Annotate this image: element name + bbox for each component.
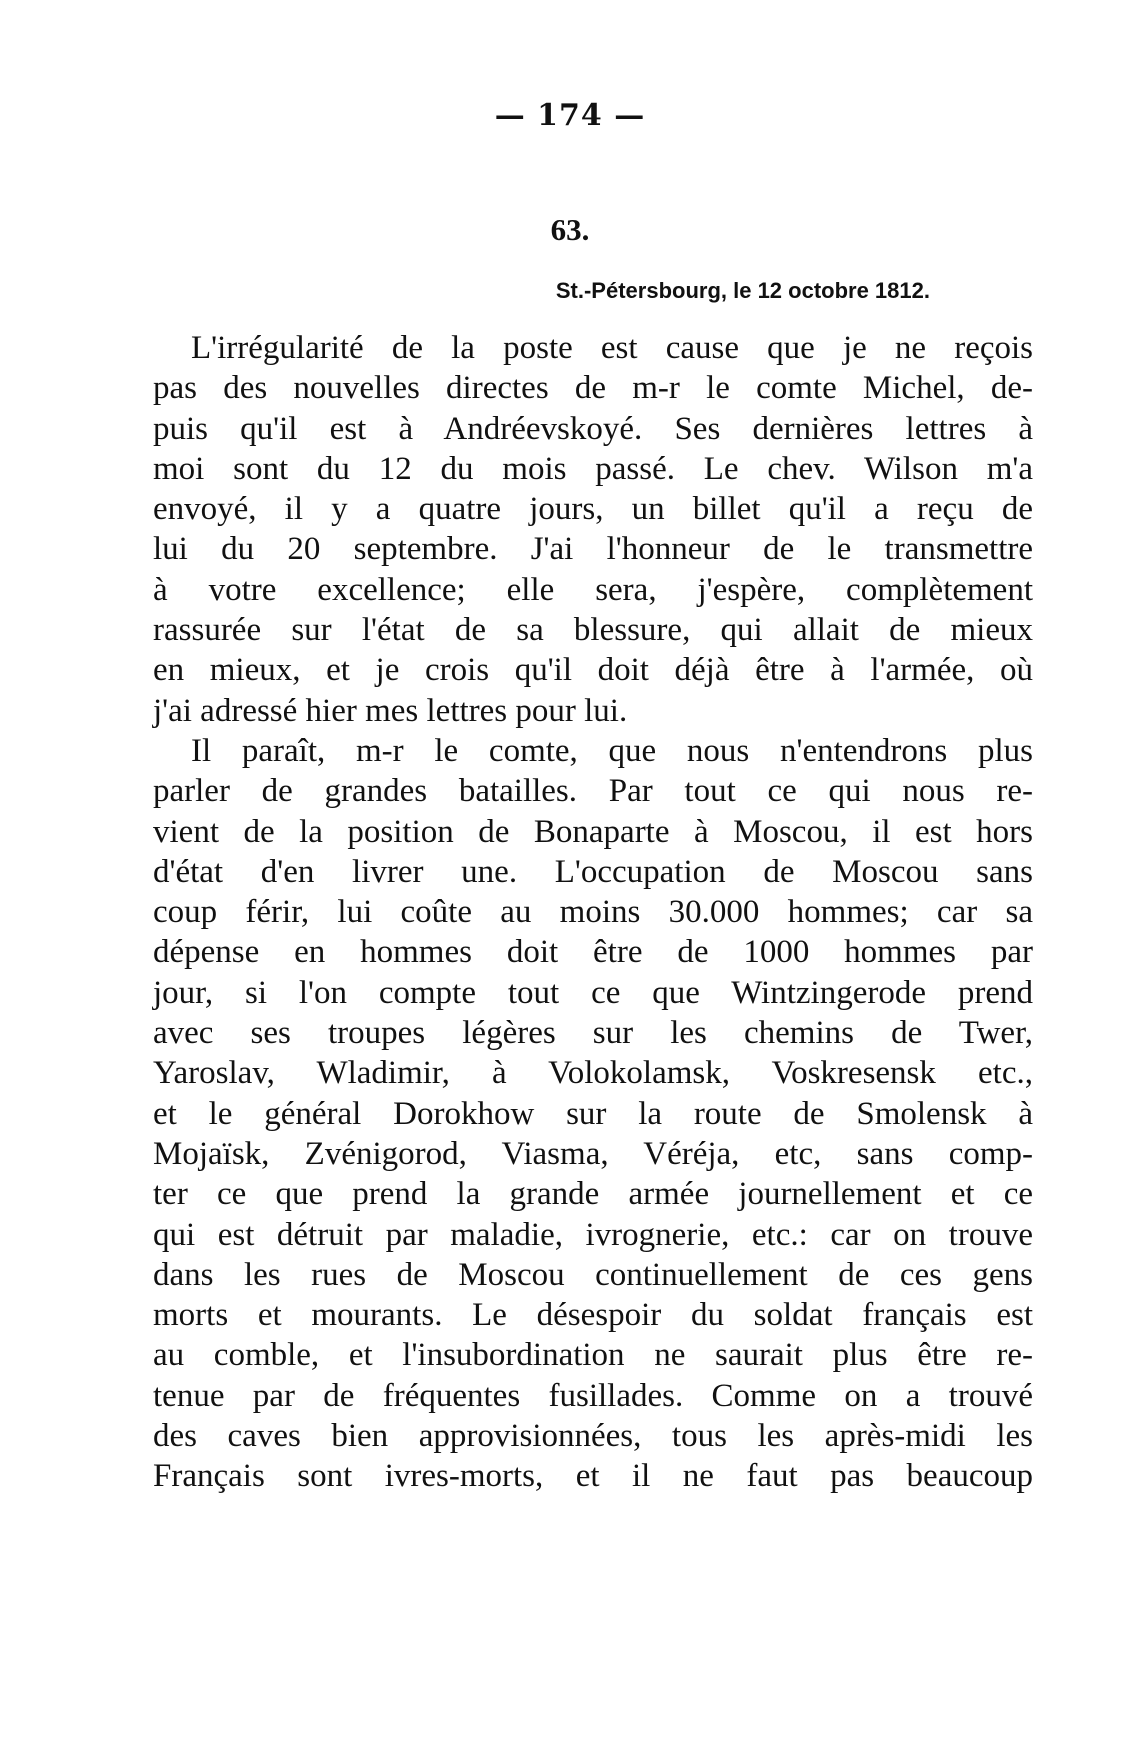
text-line: pas des nouvelles directes de m-r le comte Michel, de- [153, 370, 1033, 407]
letter-body [153, 328, 1033, 1497]
text-line: jour, si l'on compte tout ce que Wintzingerode prend [153, 974, 1033, 1011]
text-line: des caves bien approvisionnées, tous les après-midi les [153, 1418, 1033, 1455]
text-line: parler de grandes batailles. Par tout ce qui nous re- [153, 773, 1033, 810]
text-line: à votre excellence; elle sera, j'espère, complètement [153, 571, 1033, 608]
letter-number: 63. [550, 212, 590, 247]
page-number: — 174 — [494, 98, 646, 133]
text-line: Mojaïsk, Zvénigorod, Viasma, Véréja, etc, sans comp- [153, 1135, 1033, 1172]
place-date-line: St.-Pétersbourg, le 12 octobre 1812. [555, 278, 930, 303]
text-line: en mieux, et je crois qu'il doit déjà être à l'armée, où [153, 652, 1033, 689]
text-line: dépense en hommes doit être de 1000 hommes par [153, 934, 1033, 971]
text-line: puis qu'il est à Andréevskoyé. Ses dernières lettres à [153, 410, 1033, 447]
text-line: L'irrégularité de la poste est cause que je ne reçois [191, 330, 1033, 366]
text-line: vient de la position de Bonaparte à Moscou, il est hors [153, 813, 1033, 850]
text-line: Français sont ivres-morts, et il ne faut pas beaucoup [153, 1458, 1033, 1495]
text-line: Il paraît, m-r le comte, que nous n'entendrons plus [191, 732, 1033, 769]
text-line: ter ce que prend la grande armée journellement et ce [153, 1176, 1033, 1213]
text-line: morts et mourants. Le désespoir du soldat français est [153, 1297, 1033, 1334]
text-line: tenue par de fréquentes fusillades. Comme on a trouvé [153, 1377, 1033, 1414]
text-line: lui du 20 septembre. J'ai l'honneur de le transmettre [153, 531, 1033, 568]
text-line: envoyé, il y a quatre jours, un billet qu'il a reçu de [153, 491, 1033, 528]
text-line: rassurée sur l'état de sa blessure, qui allait de mieux [153, 612, 1033, 649]
text-line: dans les rues de Moscou continuellement de ces gens [153, 1256, 1033, 1293]
text-line: qui est détruit par maladie, ivrognerie, etc.: car on trouve [153, 1216, 1033, 1253]
text-line: et le général Dorokhow sur la route de Smolensk à [153, 1095, 1033, 1132]
text-line: d'état d'en livrer une. L'occupation de Moscou sans [153, 853, 1033, 890]
text-line: au comble, et l'insubordination ne saurait plus être re- [153, 1337, 1033, 1374]
text-line: Yaroslav, Wladimir, à Volokolamsk, Voskresensk etc., [153, 1055, 1033, 1092]
text-line: avec ses troupes légères sur les chemins de Twer, [153, 1015, 1033, 1052]
text-line: coup férir, lui coûte au moins 30.000 hommes; car sa [153, 894, 1033, 931]
text-line: j'ai adressé hier mes lettres pour lui. [153, 692, 628, 729]
text-line: moi sont du 12 du mois passé. Le chev. Wilson m'a [153, 450, 1033, 487]
